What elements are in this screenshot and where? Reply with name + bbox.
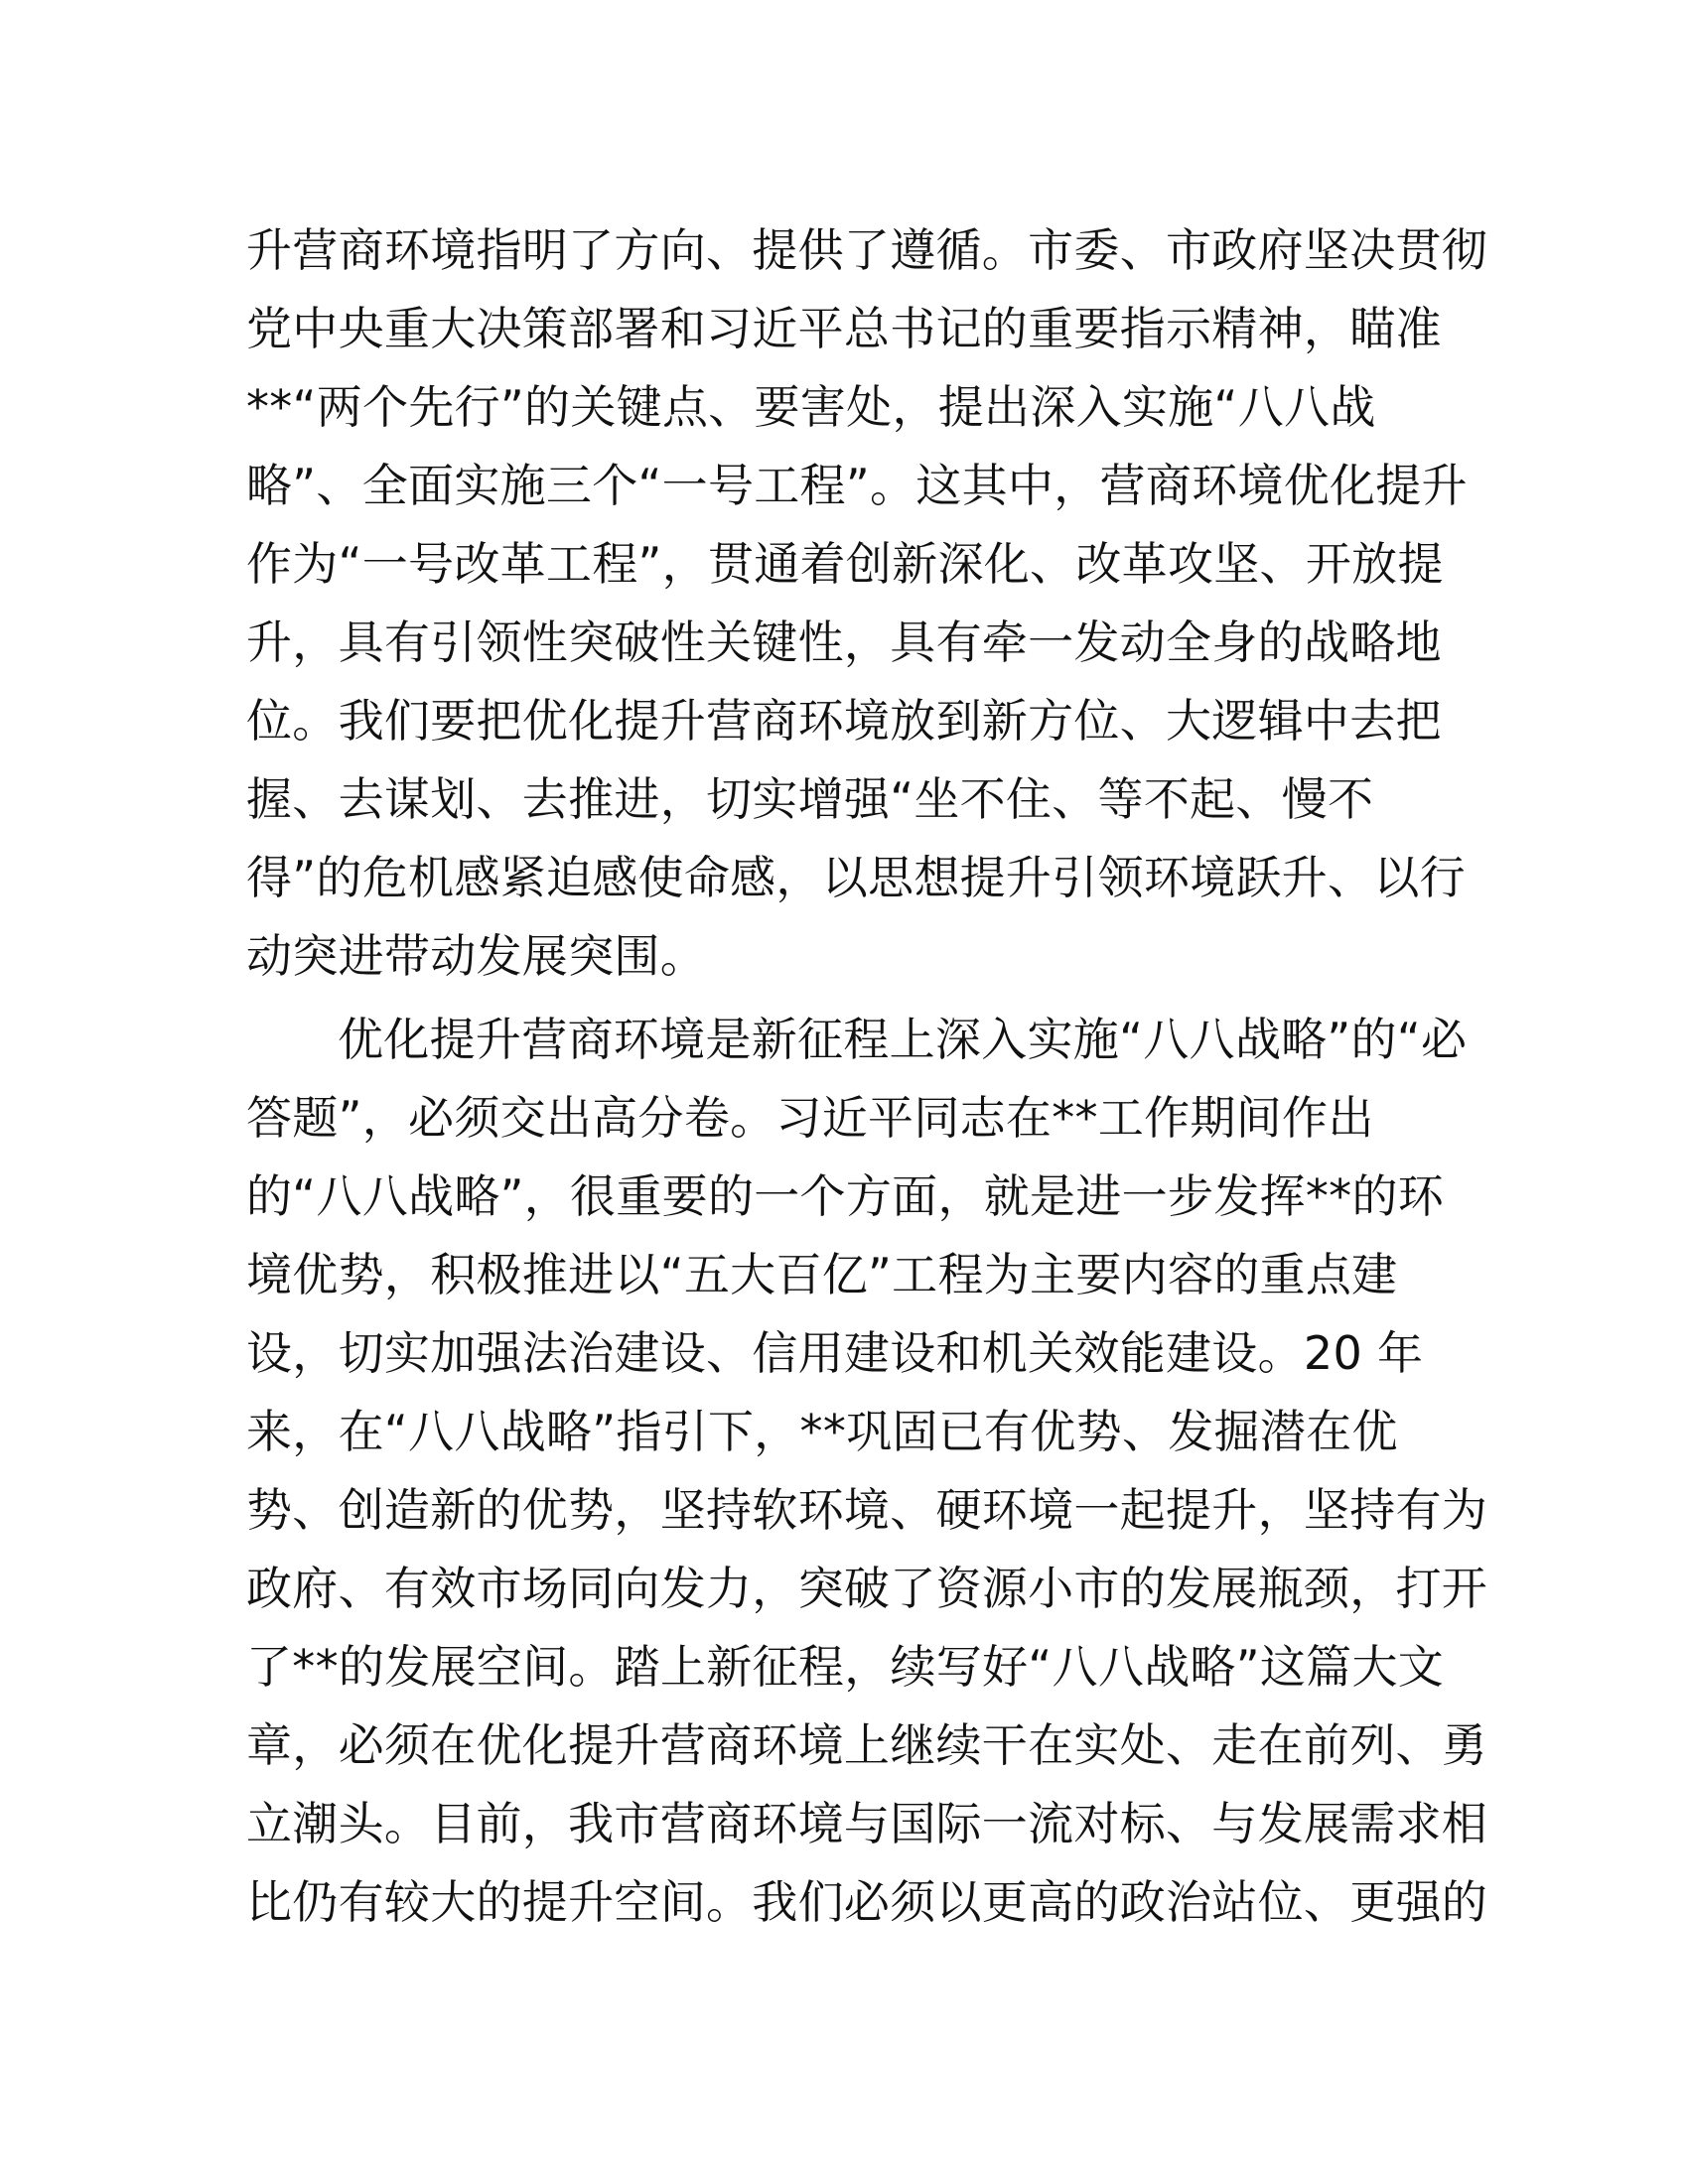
text-line: 章，必须在优化提升营商环境上继续干在实处、走在前列、勇 (246, 1718, 1488, 1772)
paragraph-main (246, 1001, 1488, 1942)
text-line: 作为“一号改革工程”，贯通着创新深化、改革攻坚、开放提 (246, 537, 1444, 591)
text-line: 握、去谋划、去推进，切实增强“坐不住、等不起、慢不 (246, 772, 1374, 826)
text-line: 略”、全面实施三个“一号工程”。这其中，营商环境优化提升 (246, 459, 1468, 512)
text-line: 动突进带动发展突围。 (246, 929, 706, 983)
text-line: 的“八八战略”，很重要的一个方面，就是进一步发挥**的环 (246, 1169, 1445, 1223)
paragraph-continued (246, 211, 1488, 996)
text-line-first: 优化提升营商环境是新征程上深入实施“八八战略”的“必 (338, 1013, 1468, 1066)
text-line: 升，具有引领性突破性关键性，具有牵一发动全身的战略地 (246, 615, 1442, 669)
text-line: **“两个先行”的关键点、要害处，提出深入实施“八八战 (246, 380, 1376, 434)
text-line: 设，切实加强法治建设、信用建设和机关效能建设。20 年 (246, 1326, 1424, 1380)
text-line: 位。我们要把优化提升营商环境放到新方位、大逻辑中去把 (246, 694, 1442, 748)
text-line: 境优势，积极推进以“五大百亿”工程为主要内容的重点建 (246, 1248, 1398, 1301)
text-line: 势、创造新的优势，坚持软环境、硬环境一起提升，坚持有为 (246, 1483, 1488, 1537)
text-line: 来，在“八八战略”指引下，**巩固已有优势、发掘潜在优 (246, 1405, 1398, 1458)
text-line: 立潮头。目前，我市营商环境与国际一流对标、与发展需求相 (246, 1797, 1488, 1850)
text-line: 比仍有较大的提升空间。我们必须以更高的政治站位、更强的 (246, 1875, 1488, 1929)
text-line: 党中央重大决策部署和习近平总书记的重要指示精神，瞄准 (246, 302, 1442, 355)
text-line: 了**的发展空间。踏上新征程，续写好“八八战略”这篇大文 (246, 1640, 1445, 1694)
text-line: 升营商环境指明了方向、提供了遵循。市委、市政府坚决贯彻 (246, 223, 1488, 277)
text-line: 答题”，必须交出高分卷。习近平同志在**工作期间作出 (246, 1091, 1374, 1145)
text-line: 得”的危机感紧迫感使命感，以思想提升引领环境跃升、以行 (246, 851, 1466, 904)
text-line: 政府、有效市场同向发力，突破了资源小市的发展瓶颈，打开 (246, 1562, 1488, 1615)
